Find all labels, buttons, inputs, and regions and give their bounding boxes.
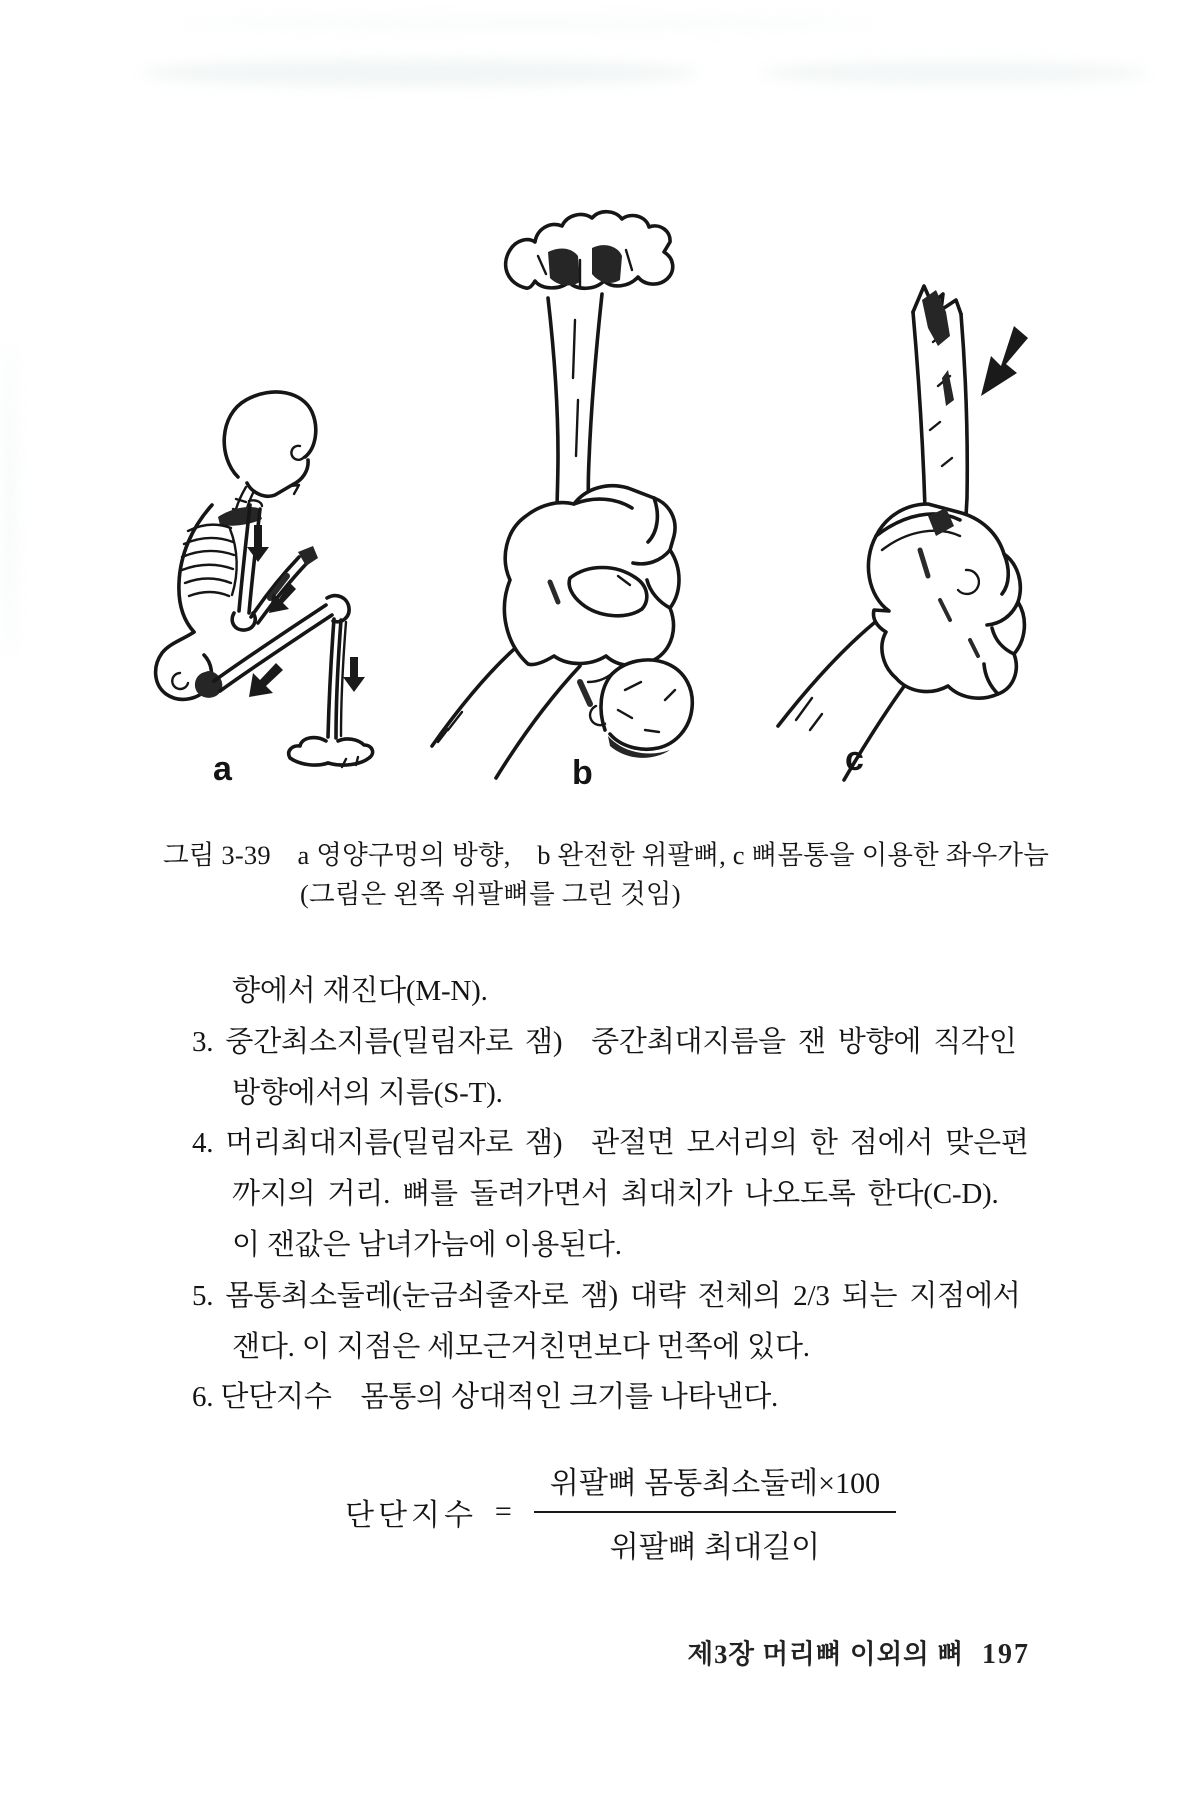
body-text [192, 966, 1029, 1423]
body-line: 방향에서의 지름(S-T). [232, 1076, 503, 1109]
figure-label-a: a [213, 750, 232, 788]
figure-label-c: c [845, 740, 864, 778]
body-line: 향에서 재진다(M-N). [232, 975, 488, 1007]
figure-caption-line1: 그림 3-39 a 영양구멍의 방향, b 완전한 위팔뼈, c 뼈몸통을 이용한 좌우가늠 [163, 840, 1049, 870]
body-line: 5. 몸통최소둘레(눈금쇠줄자로 잼) 대략 전체의 2/3 되는 지점에서 [192, 1279, 1021, 1312]
page-footer [687, 1632, 1030, 1671]
scan-smudge [180, 18, 880, 28]
body-line: 6. 단단지수 몸통의 상대적인 크기를 나타낸다. [192, 1381, 779, 1414]
scan-smudge [140, 60, 700, 86]
figure-label-b: b [572, 754, 593, 792]
body-line: 까지의 거리. 뼈를 돌려가면서 최대치가 나오도록 한다(C-D). [232, 1178, 999, 1211]
formula-denominator: 위팔뼈 최대길이 [609, 1531, 821, 1564]
figure-caption-line2: (그림은 왼쪽 위팔뼈를 그린 것임) [300, 879, 681, 909]
scan-smudge [760, 62, 1150, 84]
footer-page-number: 197 [982, 1639, 1030, 1670]
formula-numerator: 위팔뼈 몸통최소둘레×100 [534, 1458, 896, 1513]
scan-smudge [4, 340, 16, 660]
body-line: 이 잰값은 남녀가늠에 이용된다. [232, 1228, 622, 1261]
body-line: 3. 중간최소지름(밀림자로 잼) 중간최대지름을 잰 방향에 직각인 [192, 1025, 1017, 1058]
skeleton-illustration [150, 355, 410, 775]
body-line: 잰다. 이 지점은 세모근거친면보다 먼쪽에 있다. [232, 1330, 810, 1363]
formula-equals-sign: = [494, 1495, 512, 1528]
formula-fraction [534, 1458, 896, 1566]
robusticity-index-formula [345, 1458, 896, 1566]
body-line: 4. 머리최대지름(밀림자로 잼) 관절면 모서리의 한 점에서 맞은편 [192, 1127, 1029, 1160]
direction-arrow [981, 326, 1028, 396]
hand-holding-complete-humerus-illustration [430, 190, 720, 790]
hand-holding-bone-shaft-illustration [770, 250, 1070, 790]
formula-lhs: 단단지수 [345, 1499, 477, 1532]
footer-chapter-title: 제3장 머리뼈 이외의 뼈 [687, 1639, 964, 1669]
